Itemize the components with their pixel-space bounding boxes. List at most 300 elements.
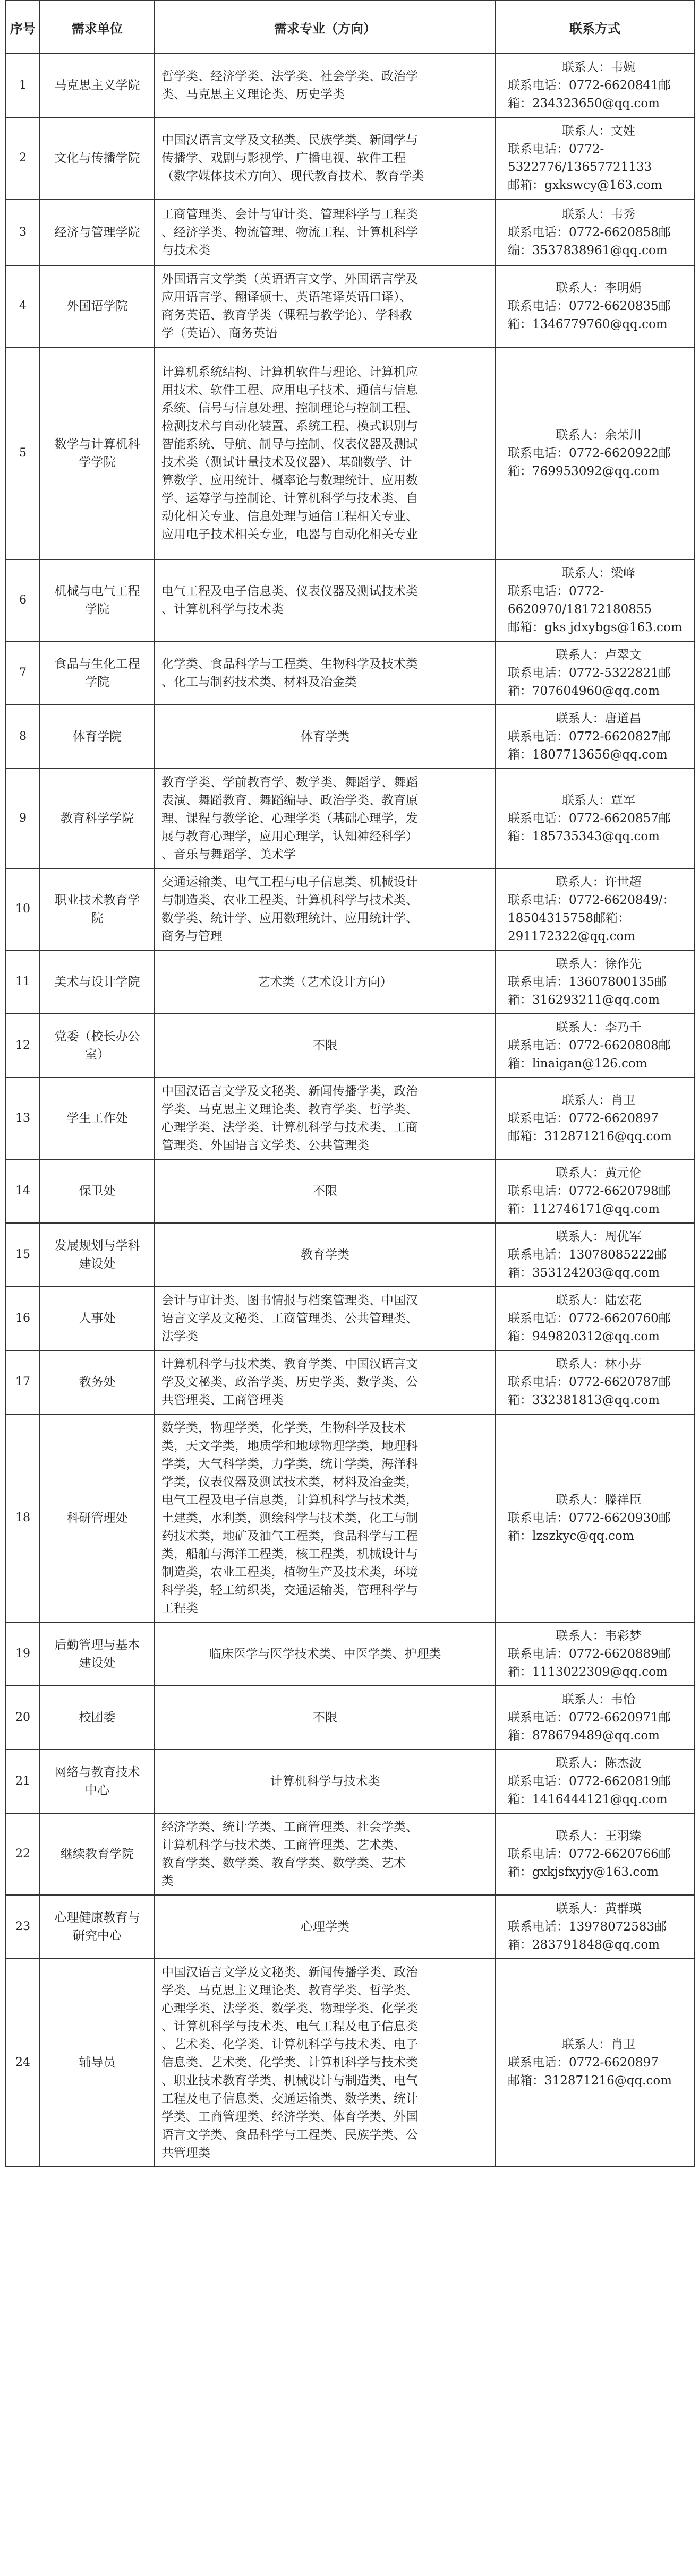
row-major (155, 868, 496, 950)
header-row (6, 1, 694, 54)
major-line: 与技术类 (161, 243, 210, 257)
unit-line: 心理健康教育与 (54, 1911, 140, 1925)
row-seq: 18 (6, 1414, 40, 1622)
contact-line: 联系电话：0772-6620841邮 (508, 79, 671, 92)
contact-line: 编：3537838961@qq.com (508, 243, 668, 257)
unit-line: 中心 (85, 1784, 109, 1797)
major-line: 、化工与制药技术类、材料及冶金类 (161, 675, 357, 689)
contact-line: 箱：283791848@qq.com (508, 1938, 660, 1952)
major-line: 理、课程与教学论、心理学类（基础心理学，发 (161, 812, 418, 825)
row-seq: 11 (6, 950, 40, 1014)
row-contact (496, 347, 694, 559)
row-unit (40, 265, 155, 347)
major-line: 、职业技术教育学类、机械设计与制造类、电气 (161, 2074, 418, 2088)
row-seq: 16 (6, 1287, 40, 1350)
table-row (6, 950, 694, 1014)
contact-line: 联系人：覃军 (562, 794, 635, 807)
row-seq: 17 (6, 1350, 40, 1414)
row-unit (40, 1350, 155, 1414)
contact-line: 联系人：陈杰波 (556, 1756, 642, 1770)
major-line: 计算机系统结构、计算机软件与理论、计算机应 (161, 365, 418, 379)
contact-line: 箱：185735343@qq.com (508, 830, 660, 843)
table-row (6, 199, 694, 265)
row-contact (496, 1959, 694, 2167)
major-line: 计算机科学与技术类 (270, 1774, 380, 1788)
major-line: 学类，仪表仪器及测试技术类，材料及冶金类， (161, 1475, 418, 1489)
major-line: 、艺术类、化学类、计算机科学与技术类、电子 (161, 2038, 418, 2052)
row-unit (40, 769, 155, 868)
row-major (155, 950, 496, 1014)
row-seq: 6 (6, 559, 40, 641)
major-line: 语言文学及文秘类、工商管理类、公共管理类、 (161, 1312, 418, 1325)
contact-line: 联系电话：0772-6620897 (508, 1112, 659, 1125)
row-major (155, 1287, 496, 1350)
contact-line: 联系人：许世超 (556, 875, 642, 889)
row-seq: 8 (6, 705, 40, 769)
row-contact (496, 1159, 694, 1223)
contact-line: 联系电话：0772-6620819邮 (508, 1774, 671, 1788)
row-major (155, 1414, 496, 1622)
header-major: 需求专业（方向） (155, 1, 496, 54)
row-seq: 5 (6, 347, 40, 559)
major-line: （数字媒体技术方向）、现代教育技术、教育学类 (161, 169, 424, 183)
major-line: 科学类，轻工纺织类，交通运输类，管理科学与 (161, 1583, 418, 1597)
unit-line: 职业技术教育学 (54, 893, 140, 907)
contact-line: 邮箱：gxkswcy@163.com (508, 178, 662, 192)
contact-line: 联系人：韦怡 (562, 1693, 635, 1707)
row-contact (496, 1014, 694, 1078)
major-line: 工程类 (161, 1601, 198, 1615)
row-unit (40, 1014, 155, 1078)
table-row (6, 1750, 694, 1813)
major-line: 学（英语）、商务英语 (161, 326, 278, 340)
row-contact (496, 1813, 694, 1895)
contact-line: 联系人：黄群瑛 (556, 1902, 642, 1916)
major-line: 计算机科学与技术类、工商管理类、艺术类、 (161, 1838, 406, 1852)
major-line: 算数学、应用统计、概率论与数理统计、应用数 (161, 473, 418, 487)
major-line: 学类、工商管理类、经济学类、体育学类、外国 (161, 2110, 418, 2124)
row-major (155, 1350, 496, 1414)
major-line: 经济学类、统计学类、工商管理类、社会学类、 (161, 1820, 418, 1834)
row-seq: 22 (6, 1813, 40, 1895)
major-line: 药技术类，地矿及油气工程类，食品科学与工程 (161, 1529, 418, 1543)
unit-line: 食品与生化工程 (54, 657, 140, 671)
contact-line: 联系人：李乃千 (556, 1021, 642, 1035)
unit-line: 数学与计算机科 (54, 437, 140, 451)
table-row (6, 1350, 694, 1414)
row-seq: 1 (6, 54, 40, 117)
unit-line: 网络与教育技术 (54, 1765, 140, 1779)
contact-line: 箱：234323650@qq.com (508, 97, 660, 110)
contact-line: 联系人：韦彩梦 (556, 1629, 642, 1643)
row-major (155, 1078, 496, 1159)
contact-line: 联系电话：0772-6620787邮 (508, 1375, 671, 1389)
major-line: 学及文秘类、政治学类、历史学类、数学类、公 (161, 1375, 418, 1389)
contact-line: 箱：1416444121@qq.com (508, 1793, 668, 1806)
contact-line: 18504315758邮箱： (508, 911, 630, 925)
major-line: 共管理类 (161, 2146, 210, 2160)
major-line: 交通运输类、电气工程与电子信息类、机械设计 (161, 875, 418, 889)
major-line: 心理学类、法学类、计算机科学与技术类、工商 (161, 1121, 418, 1134)
contact-line: 联系电话：0772-6620760邮 (508, 1312, 671, 1325)
contact-line: 箱：linaigan@126.com (508, 1057, 647, 1071)
contact-line: 联系人：韦秀 (562, 207, 635, 221)
contact-line: 箱：gxkjsfxyjy@163.com (508, 1865, 659, 1879)
unit-line: 辅导员 (79, 2056, 116, 2070)
major-line: 学类、马克思主义理论类、教育学类、哲学类、 (161, 1102, 418, 1116)
unit-line: 建设处 (79, 1656, 116, 1670)
row-contact (496, 1686, 694, 1750)
contact-line: 箱：lzszkyc@qq.com (508, 1529, 634, 1543)
unit-line: 马克思主义学院 (54, 79, 140, 92)
row-seq: 24 (6, 1959, 40, 2167)
unit-line: 教育科学学院 (61, 812, 134, 825)
contact-line: 联系电话：13078085222邮 (508, 1248, 667, 1262)
unit-line: 党委（校长办公 (54, 1030, 140, 1044)
major-line: 智能系统、导航、制导与控制、仪表仪器及测试 (161, 437, 418, 451)
row-unit (40, 559, 155, 641)
major-line: 信息类、艺术类、化学类、计算机科学与技术类 (161, 2056, 418, 2070)
major-line: 外国语言文学类（英语语言文学、外国语言学及 (161, 272, 418, 286)
contact-line: 联系人：肖卫 (562, 2038, 635, 2052)
major-line: 学类、马克思主义理论类、教育学类、哲学类、 (161, 1984, 418, 1997)
row-major (155, 265, 496, 347)
major-line: 土建类，水利类，测绘科学与技术类，化工与制 (161, 1511, 418, 1525)
table-row (6, 54, 694, 117)
table-row (6, 1686, 694, 1750)
major-line: 电气工程及电子信息类、仪表仪器及测试技术类 (161, 584, 418, 598)
major-line: 共管理类、工商管理类 (161, 1393, 284, 1407)
unit-line: 继续教育学院 (61, 1847, 134, 1861)
table-row (6, 1959, 694, 2167)
table-row (6, 1014, 694, 1078)
contact-line: 箱：769953092@qq.com (508, 464, 660, 478)
major-line: 展与教育心理学，应用心理学，认知神经科学） (161, 830, 418, 843)
row-unit (40, 641, 155, 705)
header-seq: 序号 (6, 1, 40, 54)
contact-line: 联系人：林小芬 (556, 1357, 642, 1371)
contact-line: 联系电话：0772-6620808邮 (508, 1039, 671, 1053)
unit-line: 外国语学院 (66, 299, 128, 313)
major-line: 类、马克思主义理论类、历史学类 (161, 88, 345, 101)
row-major (155, 117, 496, 199)
row-seq: 3 (6, 199, 40, 265)
unit-line: 文化与传播学院 (54, 151, 140, 165)
contact-line: 箱：112746171@qq.com (508, 1202, 660, 1216)
row-unit (40, 1414, 155, 1622)
table-body (6, 54, 694, 2167)
major-line: 动化相关专业、信息处理与通信工程相关专业、 (161, 510, 418, 523)
row-major (155, 1159, 496, 1223)
row-major (155, 1959, 496, 2167)
major-line: 会计与审计类、图书情报与档案管理类、中国汉 (161, 1294, 418, 1307)
major-line: 工程及电子信息类、交通运输类、数学类、统计 (161, 2092, 418, 2106)
row-seq: 4 (6, 265, 40, 347)
unit-line: 院 (91, 911, 104, 925)
table-row (6, 1223, 694, 1287)
contact-line: 联系人：卢翠文 (556, 648, 642, 662)
row-contact (496, 641, 694, 705)
contact-line: 联系电话：0772-6620858邮 (508, 225, 671, 239)
recruitment-table (5, 0, 695, 2167)
contact-line: 联系电话：0772-6620827邮 (508, 730, 671, 744)
row-unit (40, 1622, 155, 1686)
contact-line: 联系人：韦婉 (562, 61, 635, 74)
major-line: 体育学类 (301, 730, 350, 744)
row-contact (496, 950, 694, 1014)
table-row (6, 641, 694, 705)
major-line: 教育学类 (301, 1248, 350, 1262)
contact-line: 联系人：滕祥臣 (556, 1493, 642, 1507)
major-line: 不限 (313, 1711, 337, 1725)
major-line: 检测技术与自动化装置、系统工程、模式识别与 (161, 419, 418, 433)
table-row (6, 347, 694, 559)
contact-line: 联系电话：0772-6620857邮 (508, 812, 671, 825)
row-seq: 23 (6, 1895, 40, 1959)
major-line: 制造类，农业工程类，植物生产及技术类，环境 (161, 1565, 418, 1579)
contact-line: 箱：949820312@qq.com (508, 1330, 660, 1343)
table-row (6, 117, 694, 199)
row-unit (40, 347, 155, 559)
contact-line: 联系人：周优军 (556, 1230, 642, 1244)
major-line: 学类，大气科学类，力学类，统计学类，海洋科 (161, 1457, 418, 1471)
major-line: 、音乐与舞蹈学、美术学 (161, 848, 296, 861)
major-line: 与制造类、农业工程类、计算机科学与技术类、 (161, 893, 418, 907)
contact-line: 联系人：徐作先 (556, 957, 642, 971)
contact-line: 联系人：陆宏花 (556, 1294, 642, 1307)
table-row (6, 1159, 694, 1223)
contact-line: 联系电话：0772-6620930邮 (508, 1511, 671, 1525)
table-row (6, 1622, 694, 1686)
major-line: 工商管理类、会计与审计类、管理科学与工程类 (161, 207, 418, 221)
row-unit (40, 54, 155, 117)
table-row (6, 265, 694, 347)
row-major (155, 1895, 496, 1959)
contact-line: 箱：316293211@qq.com (508, 993, 660, 1007)
major-line: 商务英语、教育学类（课程与教学论）、学科教 (161, 308, 412, 322)
major-line: 哲学类、经济学类、法学类、社会学类、政治学 (161, 70, 418, 83)
row-seq: 12 (6, 1014, 40, 1078)
row-contact (496, 117, 694, 199)
row-contact (496, 1287, 694, 1350)
row-major (155, 1813, 496, 1895)
table-row (6, 1813, 694, 1895)
contact-line: 邮箱：gks jdxybgs@163.com (508, 621, 683, 634)
contact-line: 联系人：余荣川 (556, 428, 642, 442)
major-line: 中国汉语言文学及文秘类、新闻传播学类、政治 (161, 1966, 418, 1979)
major-line: 心理学类、法学类、数学类、物理学类、化学类 (161, 2002, 418, 2015)
table-row (6, 1287, 694, 1350)
contact-line: 联系电话：13978072583邮 (508, 1920, 667, 1934)
contact-line: 联系电话：0772-6620849/： (508, 893, 675, 907)
row-unit (40, 705, 155, 769)
contact-line: 联系电话：0772-6620922邮 (508, 446, 671, 460)
row-major (155, 54, 496, 117)
row-unit (40, 1813, 155, 1895)
row-major (155, 705, 496, 769)
contact-line: 6620970/18172180855 (508, 602, 652, 616)
unit-line: 建设处 (79, 1257, 116, 1271)
contact-line: 联系电话：0772- (508, 142, 604, 156)
unit-line: 美术与设计学院 (54, 975, 140, 989)
table-row (6, 1414, 694, 1622)
major-line: 数学类、统计学、应用数理统计、应用统计学、 (161, 911, 418, 925)
unit-line: 室） (85, 1048, 109, 1062)
contact-line: 箱：1346779760@qq.com (508, 317, 668, 331)
major-line: 法学类 (161, 1330, 198, 1343)
contact-line: 联系电话：0772-6620766邮 (508, 1847, 671, 1861)
row-unit (40, 117, 155, 199)
major-line: 艺术类（艺术设计方向） (258, 975, 393, 989)
contact-line: 联系电话：13607800135邮 (508, 975, 667, 989)
contact-line: 联系人：王羽臻 (556, 1829, 642, 1843)
row-seq: 15 (6, 1223, 40, 1287)
unit-line: 教务处 (79, 1375, 116, 1389)
contact-line: 联系人：文姓 (562, 124, 635, 138)
row-seq: 9 (6, 769, 40, 868)
major-line: 表演、舞蹈教育、舞蹈编导、政治学类、教育原 (161, 794, 418, 807)
table-row (6, 868, 694, 950)
row-seq: 20 (6, 1686, 40, 1750)
major-line: 类，船舶与海洋工程类，核工程类，机械设计与 (161, 1547, 418, 1561)
row-major (155, 347, 496, 559)
contact-line: 联系电话：0772-6620798邮 (508, 1184, 671, 1198)
row-unit (40, 1959, 155, 2167)
major-line: 管理类、外国语言文学类、公共管理类 (161, 1139, 369, 1152)
row-contact (496, 199, 694, 265)
contact-line: 联系电话：0772-6620889邮 (508, 1647, 671, 1661)
contact-line: 联系电话：0772-6620897 (508, 2056, 659, 2070)
header-contact: 联系方式 (496, 1, 694, 54)
major-line: 中国汉语言文学及文秘类、民族学类、新闻学与 (161, 133, 418, 147)
contact-line: 联系电话：0772- (508, 584, 604, 598)
row-major (155, 1223, 496, 1287)
table-row (6, 769, 694, 868)
table-row (6, 705, 694, 769)
major-line: 心理学类 (301, 1920, 350, 1934)
row-contact (496, 1350, 694, 1414)
row-seq: 10 (6, 868, 40, 950)
row-unit (40, 1686, 155, 1750)
unit-line: 体育学院 (73, 730, 122, 744)
row-contact (496, 1750, 694, 1813)
unit-line: 学院 (85, 602, 109, 616)
major-line: 商务与管理 (161, 929, 223, 943)
row-contact (496, 1622, 694, 1686)
major-line: 应用电子技术相关专业，电器与自动化相关专业 (161, 528, 418, 541)
major-line: 不限 (313, 1184, 337, 1198)
major-line: 教育学类、数学类、教育学类、数学类、艺术 (161, 1856, 406, 1870)
contact-line: 邮箱：312871216@qq.com (508, 2074, 672, 2088)
row-major (155, 1686, 496, 1750)
unit-line: 机械与电气工程 (54, 584, 140, 598)
row-major (155, 769, 496, 868)
table-row (6, 1895, 694, 1959)
major-line: 中国汉语言文学及文秘类、新闻传播学类，政治 (161, 1084, 418, 1098)
unit-line: 经济与管理学院 (54, 225, 140, 239)
row-major (155, 1750, 496, 1813)
row-contact (496, 705, 694, 769)
contact-line: 箱：353124203@qq.com (508, 1266, 660, 1280)
unit-line: 学学院 (79, 455, 116, 469)
row-major (155, 641, 496, 705)
contact-line: 箱：332381813@qq.com (508, 1393, 660, 1407)
major-line: 用技术、软件工程、应用电子技术、通信与信息 (161, 383, 418, 397)
contact-line: 联系人：李明娟 (556, 281, 642, 295)
row-contact (496, 559, 694, 641)
row-major (155, 1622, 496, 1686)
contact-line: 联系人：梁峰 (562, 566, 635, 580)
unit-line: 保卫处 (79, 1184, 116, 1198)
major-line: 教育学类、学前教育学、数学类、舞蹈学、舞蹈 (161, 776, 418, 789)
major-line: 、计算机科学与技术类、电气工程及电子信息类 (161, 2020, 418, 2034)
contact-line: 箱：707604960@qq.com (508, 684, 660, 698)
row-contact (496, 769, 694, 868)
unit-line: 科研管理处 (66, 1511, 128, 1525)
row-major (155, 559, 496, 641)
major-line: 传播学、戏剧与影视学、广播电视、软件工程 (161, 151, 406, 165)
row-contact (496, 1895, 694, 1959)
contact-line: 291172322@qq.com (508, 929, 635, 943)
major-line: 应用语言学、翻译硕士、英语笔译英语口译）、 (161, 290, 412, 304)
row-contact (496, 1414, 694, 1622)
contact-line: 箱：1807713656@qq.com (508, 748, 668, 762)
row-unit (40, 868, 155, 950)
row-unit (40, 1895, 155, 1959)
contact-line: 箱：878679489@qq.com (508, 1729, 660, 1743)
row-contact (496, 54, 694, 117)
unit-line: 人事处 (79, 1312, 116, 1325)
row-seq: 2 (6, 117, 40, 199)
row-unit (40, 1078, 155, 1159)
major-line: 类 (161, 1874, 174, 1888)
contact-line: 5322776/13657721133 (508, 160, 652, 174)
header-unit: 需求单位 (40, 1, 155, 54)
major-line: 电气工程及电子信息类，计算机科学与技术类， (161, 1493, 418, 1507)
unit-line: 学生工作处 (66, 1112, 128, 1125)
contact-line: 联系电话：0772-6620971邮 (508, 1711, 671, 1725)
unit-line: 校团委 (79, 1711, 116, 1725)
contact-line: 邮箱：312871216@qq.com (508, 1130, 672, 1143)
contact-line: 箱：1113022309@qq.com (508, 1665, 668, 1679)
unit-line: 学院 (85, 675, 109, 689)
contact-line: 联系电话：0772-6620835邮 (508, 299, 671, 313)
row-seq: 13 (6, 1078, 40, 1159)
row-unit (40, 950, 155, 1014)
row-seq: 14 (6, 1159, 40, 1223)
row-seq: 21 (6, 1750, 40, 1813)
row-contact (496, 868, 694, 950)
contact-line: 联系人：黄元伦 (556, 1166, 642, 1180)
contact-line: 联系人：肖卫 (562, 1093, 635, 1107)
major-line: 计算机科学与技术类、教育学类、中国汉语言文 (161, 1357, 418, 1371)
row-contact (496, 1078, 694, 1159)
major-line: 语言文学类、食品科学与工程类、民族学类、公 (161, 2128, 418, 2142)
row-unit (40, 1223, 155, 1287)
contact-line: 联系人：唐道昌 (556, 712, 642, 726)
major-line: 化学类、食品科学与工程类、生物科学及技术类 (161, 657, 418, 671)
table-row (6, 1078, 694, 1159)
major-line: 数学类，物理学类，化学类，生物科学及技术 (161, 1421, 406, 1435)
major-line: 技术类（测试计量技术及仪器）、基础数学、计 (161, 455, 412, 469)
major-line: 类，天文学类，地质学和地球物理学类，地理科 (161, 1439, 418, 1453)
major-line: 临床医学与医学技术类、中医学类、护理类 (209, 1647, 441, 1661)
major-line: 学、运筹学与控制论、计算机科学与技术类、自 (161, 492, 418, 505)
row-seq: 7 (6, 641, 40, 705)
row-seq: 19 (6, 1622, 40, 1686)
table-row (6, 559, 694, 641)
contact-line: 联系电话：0772-5322821邮 (508, 666, 671, 680)
